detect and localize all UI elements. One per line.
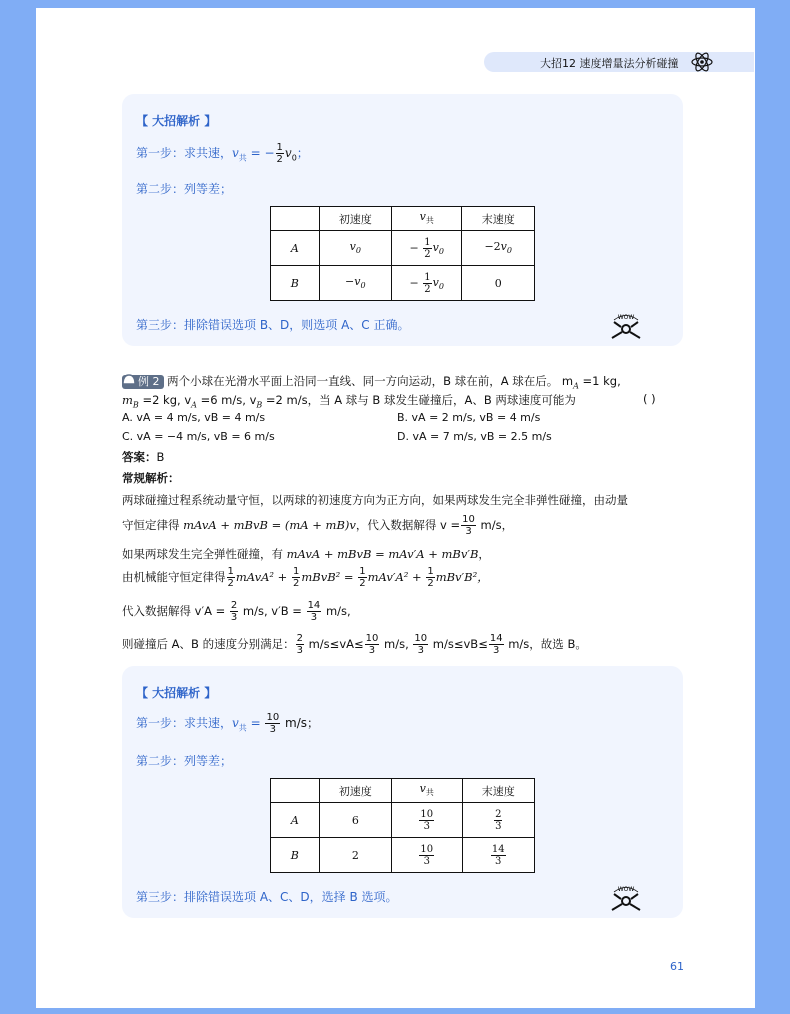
box2-step2: 第二步：列等差； (136, 754, 233, 768)
wow-mascot-icon (606, 310, 646, 340)
option-c: C. vA = −4 m/s, vB = 6 m/s (122, 430, 275, 443)
answer-line: 答案：B (122, 450, 165, 464)
answer-paren: ( ) (643, 392, 656, 406)
solution-p4: 由机械能守恒定律得 $\frac{1}{2}$ mAvA² + $\frac{1}{2}$ mBvB² = $\frac{1}{2}$ mAv′A² + $\frac{1}{2}$ mBv′B²， (122, 566, 489, 589)
option-d: D. vA = 7 m/s, vB = 2.5 m/s (397, 430, 552, 443)
box2-title: 【 大招解析 】 (136, 686, 217, 700)
option-a: A. vA = 4 m/s, vB = 4 m/s (122, 411, 266, 424)
method-box-2 (122, 666, 683, 918)
box1-step2: 第二步：列等差； (136, 182, 233, 196)
method-box-1 (122, 94, 683, 346)
bell-icon (120, 371, 138, 389)
example-line1: 例 2 两个小球在光滑水平面上沿同一直线、同一方向运动，B 球在前，A 球在后。 $m_A =1$ kg, (122, 373, 621, 390)
chapter-title: 大招12 速度增量法分析碰撞 (540, 57, 679, 70)
example-line2: $m_B =2$ kg, $v_A =6$ m/s, $v_B =2$ m/s，当 A 球与 B 球发生碰撞后，A、B 两球速度可能为 (122, 393, 576, 410)
page-number: 61 (670, 960, 684, 973)
box1-step1: 第一步：求共速，$v_共$ = − $\frac{1}{2}$ $v_0$； (136, 142, 309, 165)
conventional-label: 常规解析： (122, 471, 180, 485)
svg-text:WOW: WOW (617, 314, 635, 321)
solution-p1: 两球碰撞过程系统动量守恒，以两球的初速度方向为正方向，如果两球发生完全非弹性碰撞，由动量 (122, 493, 628, 507)
solution-p5: 代入数据解得 v′A = $\frac{2}{3}$ m/s, v′B = $\frac{14}{3}$ m/s, (122, 600, 351, 623)
box1-step3: 第三步：排除错误选项 B、D，则选项 A、C 正确。 (136, 318, 410, 332)
box1-table: 初速度 $v_共$ 末速度 A $v_0$ − $\frac{1}{2}$ $v_0$ $-2v_0$ B $-v_0$ − $\frac{1}{2}$ $v_0$ 0 (270, 206, 535, 301)
box2-step1: 第一步：求共速，$v_共$ = $\frac{10}{3}$ m/s； (136, 712, 320, 735)
solution-p2: 守恒定律得 mAvA + mBvB = (mA + mB)v，代入数据解得 v = $\frac{10}{3}$ m/s， (122, 514, 514, 537)
solution-p3: 如果两球发生完全弹性碰撞，有 mAvA + mBvB = mAv′A + mBv′B， (122, 547, 490, 561)
example-badge: 例 2 (122, 375, 164, 389)
box2-step3: 第三步：排除错误选项 A、C、D，选择 B 选项。 (136, 890, 398, 904)
atom-icon (690, 50, 714, 74)
solution-p6: 则碰撞后 A、B 的速度分别满足： $\frac{2}{3}$ m/s≤vA≤ $\frac{10}{3}$ m/s, $\frac{10}{3}$ m/s≤vB≤ $\frac{14}{3}$ m/s，故选 B。 (122, 633, 587, 656)
svg-text:WOW: WOW (617, 886, 635, 893)
chapter-header (484, 52, 754, 72)
box1-title: 【 大招解析 】 (136, 114, 217, 128)
option-b: B. vA = 2 m/s, vB = 4 m/s (397, 411, 541, 424)
wow-mascot-icon (606, 882, 646, 912)
box2-table: 初速度 $v_共$ 末速度 A 6 $\frac{10}{3}$ $\frac{2}{3}$ B 2 $\frac{10}{3}$ $\frac{14}{3}$ (270, 778, 535, 873)
